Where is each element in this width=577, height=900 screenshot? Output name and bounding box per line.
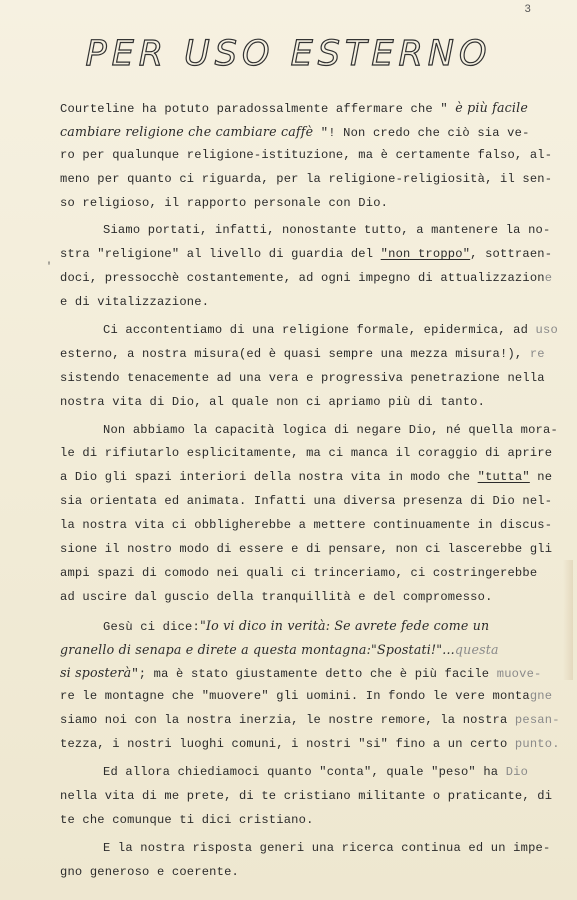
paragraph-1-line-5: so religioso, il rapporto personale con Dio.	[60, 195, 389, 210]
paragraph-4-line-6: sione il nostro modo di essere e di pensare, non ci lascerebbe gli	[60, 542, 553, 557]
paragraph-4-line-7: ampi spazi di comodo nei quali ci trinceriamo, ci costringerebbe	[60, 565, 538, 580]
paragraph-5-line-3: si sposterà"; ma è stato giustamente detto che è più facile muove-	[60, 665, 542, 682]
quote-handwritten: granello di senapa e direte a questa montagna:"Spostati!"...	[60, 641, 455, 657]
paragraph-4-line-2: le di rifiutarlo esplicitamente, ma ci manca il coraggio di aprire	[60, 446, 553, 461]
paragraph-1-line-1: Courteline ha potuto paradossalmente affermare che " è più facile	[60, 100, 529, 116]
margin-mark: '	[46, 262, 53, 273]
paragraph-1-line-2: cambiare religione che cambiare caffè "! Non credo che ciò sia ve-	[60, 123, 530, 140]
paragraph-6-line-2: nella vita di me prete, di te cristiano militante o praticante, di	[60, 788, 553, 803]
quote-handwritten: "Io vi dico in verità: Se avrete fede come un	[199, 617, 490, 633]
paragraph-6-line-1: Ed allora chiediamoci quanto "conta", quale "peso" ha Dio	[103, 765, 529, 780]
paragraph-2-line-2: stra "religione" al livello di guardia del "non troppo", sottraen-	[60, 247, 553, 262]
paragraph-4-line-5: la nostra vita ci obbligherebbe a mettere continuamente in discus-	[60, 518, 553, 533]
paragraph-2-line-1: Siamo portati, infatti, nonostante tutto, a mantenere la no-	[103, 223, 551, 238]
paragraph-4-line-4: sia orientata ed animata. Infatti una diversa presenza di Dio nel-	[60, 494, 553, 509]
paragraph-2-line-4: e di vitalizzazione.	[60, 295, 210, 310]
paragraph-1-line-4: meno per quanto ci riguarda, per la religione-religiosità, il sen-	[60, 171, 553, 186]
paragraph-6-line-3: te che comunque ti dici cristiano.	[60, 812, 314, 827]
quote-handwritten: si sposterà	[60, 665, 132, 681]
paragraph-4-line-8: ad uscire dal guscio della tranquillità e del compromesso.	[60, 589, 493, 604]
paragraph-5-line-4: re le montagne che "muovere" gli uomini. In fondo le vere montagne	[60, 689, 553, 704]
underlined-phrase: "non troppo"	[380, 247, 471, 262]
paragraph-3-line-1: Ci accontentiamo di una religione formale, epidermica, ad uso	[103, 323, 558, 338]
paper-stain	[563, 560, 573, 680]
paragraph-4-line-1: Non abbiamo la capacità logica di negare Dio, né quella mora-	[103, 422, 558, 437]
paragraph-2-line-3: doci, pressocchè costantemente, ad ogni impegno di attualizzazione	[60, 271, 553, 286]
paragraph-1-line-3: ro per qualunque religione-istituzione, ma è certamente falso, al-	[60, 147, 553, 162]
paragraph-7-line-1: E la nostra risposta generi una ricerca continua ed un impe-	[103, 840, 551, 855]
underlined-phrase: "tutta"	[477, 470, 530, 485]
paragraph-3-line-4: nostra vita di Dio, al quale non ci apriamo più di tanto.	[60, 394, 486, 409]
paragraph-5-line-5: siamo noi con la nostra inerzia, le nostre remore, la nostra pesan-	[60, 713, 560, 728]
page-title: PER USO ESTERNO	[85, 34, 492, 74]
paragraph-5-line-6: tezza, i nostri luoghi comuni, i nostri "si" fino a un certo punto.	[60, 737, 560, 752]
quote-handwritten: è più facile	[455, 100, 529, 115]
paragraph-7-line-2: gno generoso e coerente.	[60, 864, 239, 879]
paragraph-5-line-2: granello di senapa e direte a questa montagna:"Spostati!"...questa	[60, 641, 499, 657]
paragraph-3-line-2: esterno, a nostra misura(ed è quasi sempre una mezza misura!), re	[60, 346, 545, 361]
quote-handwritten: cambiare religione che cambiare caffè	[60, 123, 314, 139]
paragraph-5-line-1: Gesù ci dice:"Io vi dico in verità: Se avrete fede come un	[103, 617, 490, 634]
page-number: 3	[524, 4, 531, 16]
body-text	[60, 96, 560, 885]
paragraph-4-line-3: a Dio gli spazi interiori della nostra vita in modo che "tutta" ne	[60, 470, 553, 485]
paragraph-3-line-3: sistendo tenacemente ad una vera e progressiva penetrazione nella	[60, 370, 545, 385]
